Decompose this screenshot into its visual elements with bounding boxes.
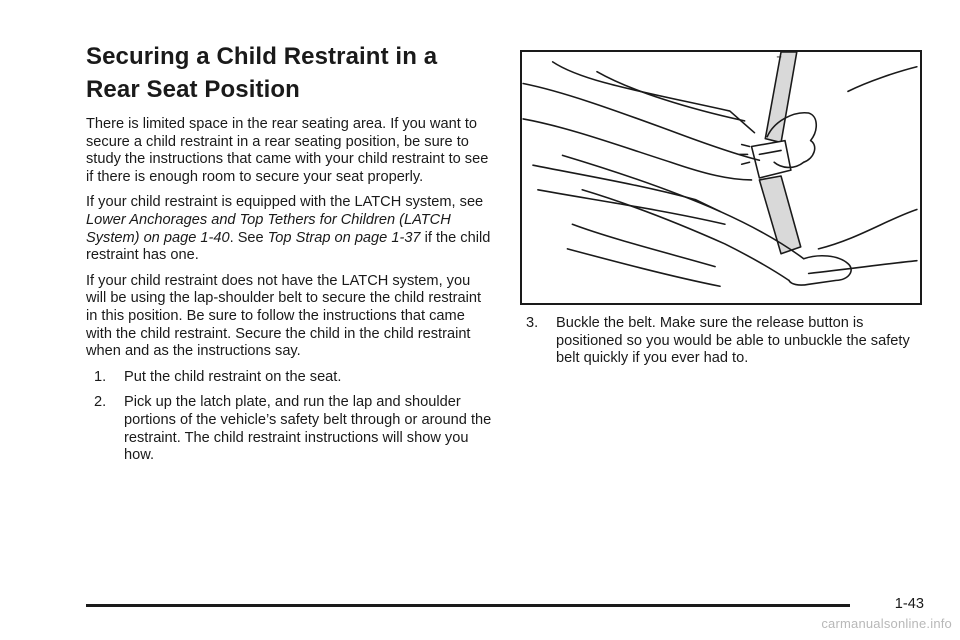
illustration-drawing (522, 52, 920, 303)
step-item (526, 315, 926, 368)
right-column (526, 315, 926, 376)
upper-arm (523, 83, 759, 160)
step-item (94, 394, 494, 464)
step-number: 2. (94, 394, 107, 411)
page-number: 1-43 (894, 596, 924, 612)
paragraph-text: if the child restraint has one. (86, 229, 491, 264)
paragraph-no-latch: If your child restraint does not have the LATCH system, you will be using the lap-shoulder belt to secure the child restraint in this position. Be sure to follow the instructions that came with the child restraint. Secure the child in the child restraint when and as the instructions say. (86, 272, 482, 360)
watermark: carmanualsonline.info (821, 616, 952, 631)
seat-contour-line (553, 62, 755, 133)
belt-buckling-illustration (520, 50, 922, 305)
upper-arm (523, 119, 751, 180)
step-item (94, 369, 494, 387)
paragraph-latch-reference (86, 194, 494, 264)
step-number: 3. (526, 315, 539, 331)
step-text: Put the child restraint on the seat. (124, 368, 342, 385)
step-number: 1. (94, 368, 107, 385)
paragraph-text: . See (229, 229, 268, 246)
step-list (86, 369, 494, 465)
seat-contour-line (567, 249, 720, 286)
section-heading: Securing a Child Restraint in a Rear Seat Position (86, 43, 438, 103)
paragraph-space-limited: There is limited space in the rear seating area. If you want to secure a child restraint in a rear seating position, be sure to study the instructions that came with your child restraint to see if there is enough room to secure your seat properly. (86, 116, 489, 185)
lower-hand (789, 256, 851, 285)
step-list-continued (526, 315, 926, 368)
footer-rule (86, 604, 850, 607)
left-column (86, 40, 494, 473)
shoulder-belt (765, 52, 796, 143)
motion-marks (740, 145, 750, 165)
latch-cross-reference: Lower Anchorages and Top Tethers for Children (LATCH System) on page 1-40 (86, 211, 451, 246)
seat-contour-line (538, 190, 725, 224)
seat-contour-line (818, 209, 916, 248)
seat-contour-line (809, 261, 917, 274)
top-strap-cross-reference: Top Strap on page 1-37 (267, 229, 421, 246)
seat-contour-line (848, 67, 917, 92)
step-text: Pick up the latch plate, and run the lap and shoulder portions of the vehicle’s safety belt through or around the restraint. The child restraint instructions will show you how. (124, 394, 492, 464)
seat-contour-line (597, 72, 745, 121)
step-text: Buckle the belt. Make sure the release button is positioned so you would be able to unbuckle the safety belt quickly if you ever had to. (556, 315, 910, 367)
paragraph-text: If your child restraint is equipped with the LATCH system, see (86, 194, 484, 211)
